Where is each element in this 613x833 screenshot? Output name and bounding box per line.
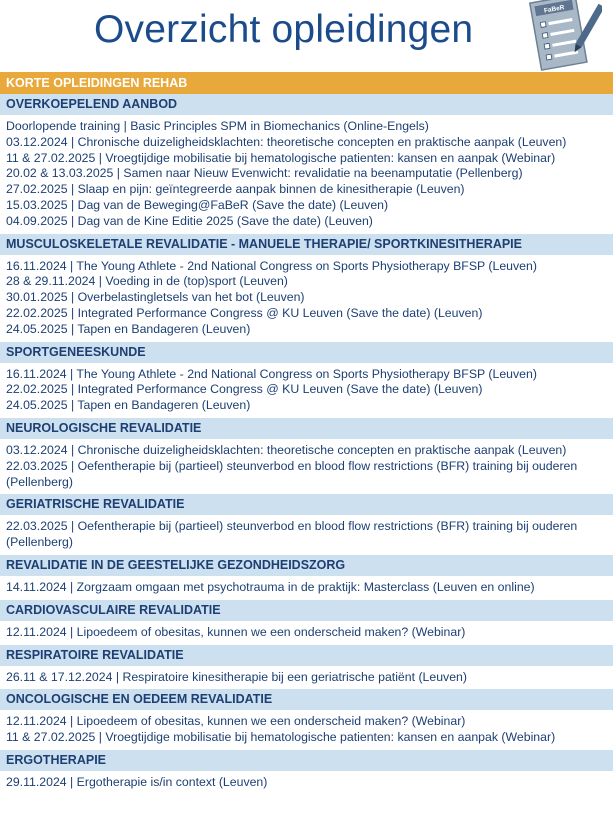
course-sections xyxy=(0,94,613,795)
course-link[interactable]: 04.09.2025 | Dag van de Kine Editie 2025 (Save the date) (Leuven) xyxy=(6,213,373,228)
course-link[interactable]: 16.11.2024 | The Young Athlete - 2nd National Congress on Sports Physiotherapy BFSP (Leuven) xyxy=(6,258,537,273)
course-link[interactable]: 03.12.2024 | Chronische duizeligheidsklachten: theoretische concepten en praktische aanpak (Leuven) xyxy=(6,134,567,149)
section-course-list xyxy=(0,710,613,750)
section-course-list xyxy=(0,363,613,418)
course-link[interactable]: 22.02.2025 | Integrated Performance Congress @ KU Leuven (Save the date) (Leuven) xyxy=(6,305,483,320)
course-link[interactable]: 14.11.2024 | Zorgzaam omgaan met psychotrauma in de praktijk: Masterclass (Leuven en online) xyxy=(6,579,535,594)
section-course-list xyxy=(0,255,613,342)
course-link[interactable]: 11 & 27.02.2025 | Vroegtijdige mobilisatie bij hematologische patienten: kansen en aanpak (Webinar) xyxy=(6,730,556,745)
course-link[interactable]: 16.11.2024 | The Young Athlete - 2nd National Congress on Sports Physiotherapy BFSP (Leuven) xyxy=(6,366,537,381)
course-link[interactable]: 26.11 & 17.12.2024 | Respiratoire kinesitherapie bij een geriatrische patiënt (Leuven) xyxy=(6,669,467,684)
section-heading: GERIATRISCHE REVALIDATIE xyxy=(0,494,613,515)
main-section-bar: KORTE OPLEIDINGEN REHAB xyxy=(0,72,613,94)
section-course-list xyxy=(0,576,613,600)
course-link[interactable]: 20.02 & 13.03.2025 | Samen naar Nieuw Evenwicht: revalidatie na beenamputatie (Pellenberg) xyxy=(6,166,523,181)
section-course-list xyxy=(0,771,613,795)
section-heading: ONCOLOGISCHE EN OEDEEM REVALIDATIE xyxy=(0,689,613,710)
section-heading: MUSCULOSKELETALE REVALIDATIE - MANUELE THERAPIE/ SPORTKINESITHERAPIE xyxy=(0,234,613,255)
course-link[interactable]: 15.03.2025 | Dag van de Beweging@FaBeR (Save the date) (Leuven) xyxy=(6,197,389,212)
course-link[interactable]: 27.02.2025 | Slaap en pijn: geïntegreerde aanpak binnen de kinesitherapie (Leuven) xyxy=(6,182,465,197)
section-heading: CARDIOVASCULAIRE REVALIDATIE xyxy=(0,600,613,621)
course-link[interactable]: 22.03.2025 | Oefentherapie bij (partieel) steunverbod en blood flow restrictions (BFR) training bij ouderen (Pellenberg) xyxy=(6,458,581,489)
document-checklist-icon xyxy=(522,0,602,72)
section-heading: SPORTGENEESKUNDE xyxy=(0,342,613,363)
icon-label: FaBeR xyxy=(543,4,566,15)
section-course-list xyxy=(0,666,613,690)
course-link[interactable]: Doorlopende training | Basic Principles SPM in Biomechanics (Online-Engels) xyxy=(6,119,429,133)
section-heading: ERGOTHERAPIE xyxy=(0,750,613,771)
course-link[interactable]: 22.03.2025 | Oefentherapie bij (partieel) steunverbod en blood flow restrictions (BFR) training bij ouderen (Pellenberg) xyxy=(6,519,581,550)
course-link[interactable]: 30.01.2025 | Overbelastingletsels van het bot (Leuven) xyxy=(6,290,305,305)
course-link[interactable]: 12.11.2024 | Lipoedeem of obesitas, kunnen we een onderscheid maken? (Webinar) xyxy=(6,714,466,729)
section-course-list xyxy=(0,515,613,555)
course-link[interactable]: 24.05.2025 | Tapen en Bandageren (Leuven) xyxy=(6,398,251,413)
course-link[interactable]: 29.11.2024 | Ergotherapie is/in context (Leuven) xyxy=(6,774,268,789)
course-link[interactable]: 22.02.2025 | Integrated Performance Congress @ KU Leuven (Save the date) (Leuven) xyxy=(6,382,483,397)
course-link[interactable]: 28 & 29.11.2024 | Voeding in de (top)sport (Leuven) xyxy=(6,274,288,289)
section-course-list xyxy=(0,439,613,494)
course-link[interactable]: 12.11.2024 | Lipoedeem of obesitas, kunnen we een onderscheid maken? (Webinar) xyxy=(6,624,466,639)
section-heading: RESPIRATOIRE REVALIDATIE xyxy=(0,645,613,666)
course-link[interactable]: 24.05.2025 | Tapen en Bandageren (Leuven) xyxy=(6,321,251,336)
header xyxy=(0,0,613,72)
course-link[interactable]: 11 & 27.02.2025 | Vroegtijdige mobilisatie bij hematologische patienten: kansen en aanpak (Webinar) xyxy=(6,150,556,165)
section-course-list xyxy=(0,621,613,645)
section-heading: REVALIDATIE IN DE GEESTELIJKE GEZONDHEIDSZORG xyxy=(0,555,613,576)
course-link[interactable]: 03.12.2024 | Chronische duizeligheidsklachten: theoretische concepten en praktische aanpak (Leuven) xyxy=(6,442,567,457)
page-title: Overzicht opleidingen xyxy=(94,8,474,51)
section-heading: NEUROLOGISCHE REVALIDATIE xyxy=(0,418,613,439)
section-heading: OVERKOEPELEND AANBOD xyxy=(0,94,613,115)
section-course-list xyxy=(0,115,613,234)
